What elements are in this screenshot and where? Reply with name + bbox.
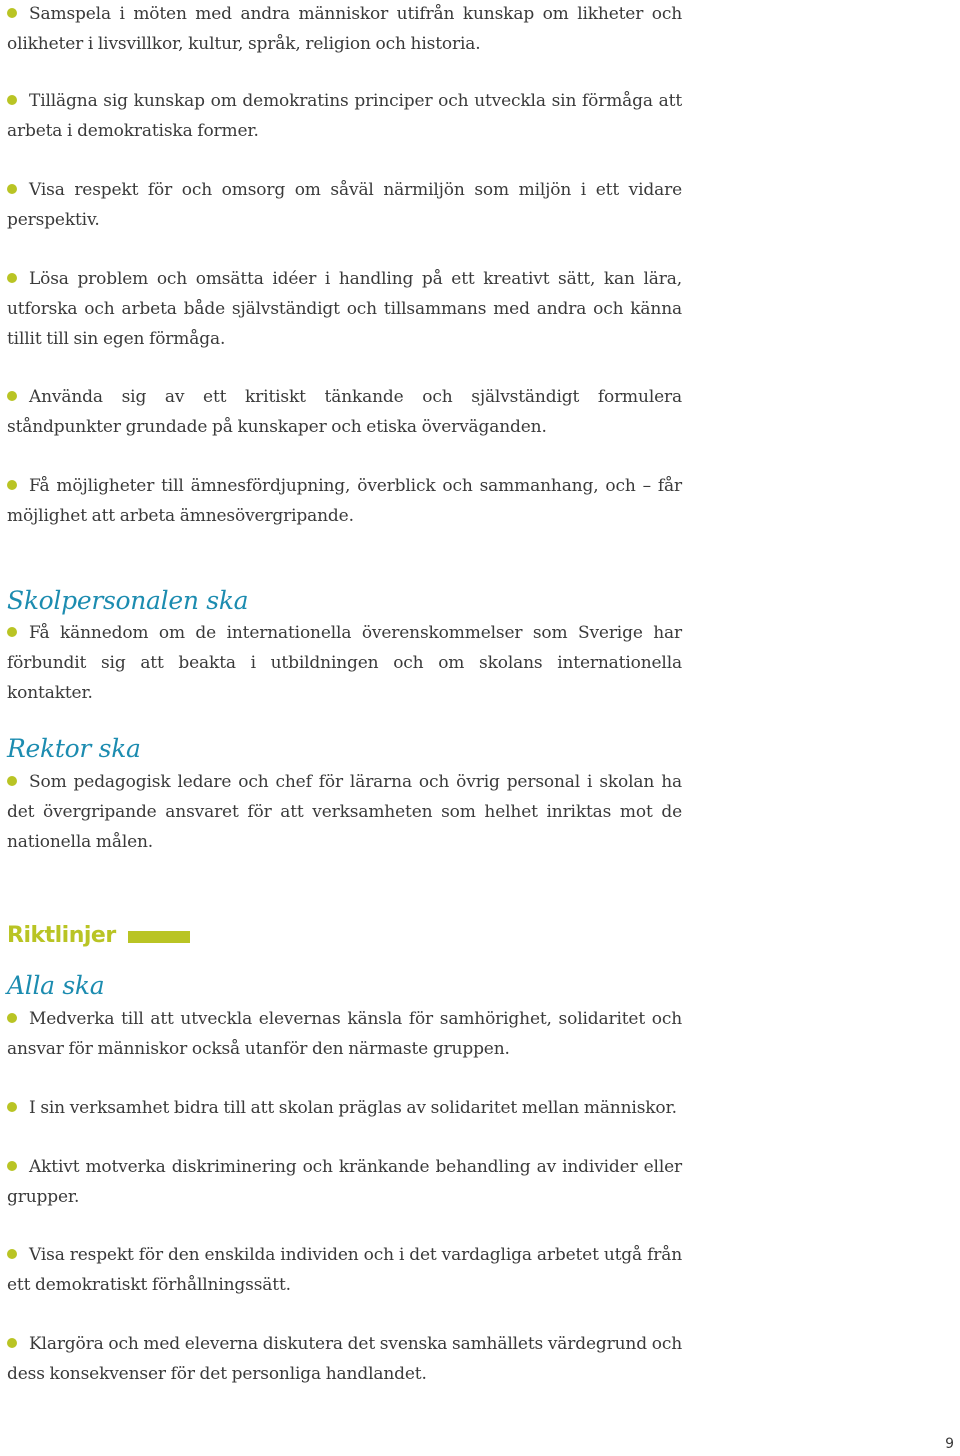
bullet-icon: [7, 1102, 17, 1112]
bullet-icon: [7, 1249, 17, 1259]
bullet-icon: [7, 776, 17, 786]
list-item: I sin verksamhet bidra till att skolan präglas av solidaritet mellan människor.: [7, 1093, 682, 1123]
list-item: Samspela i möten med andra människor utifrån kunskap om likheter och olikheter i livsvillkor, kultur, språk, religion och historia.: [7, 4, 682, 54]
bullet-icon: [7, 1161, 17, 1171]
bullet-icon: [7, 184, 17, 194]
bullet-icon: [7, 1338, 17, 1348]
riktlinjer-title: Riktlinjer: [7, 923, 116, 948]
alla-ska-heading: Alla ska: [7, 971, 105, 1000]
list-item: Som pedagogisk ledare och chef för lärarna och övrig personal i skolan ha det övergripande ansvaret för att verksamheten som helhet inriktas mot de nationella målen.: [7, 772, 682, 852]
list-item: Få kännedom om de internationella överenskommelser som Sverige har förbundit sig att beakta i utbildningen och om skolans internationella kontakter.: [7, 623, 682, 703]
list-item: Tillägna sig kunskap om demokratins principer och utveckla sin förmåga att arbeta i demokratiska former.: [7, 91, 682, 141]
list-item: Använda sig av ett kritiskt tänkande och självständigt formulera ståndpunkter grundade på kunskaper och etiska överväganden.: [7, 387, 682, 437]
bullet-icon: [7, 95, 17, 105]
bullet-icon: [7, 1013, 17, 1023]
skolpersonalen-heading: Skolpersonalen ska: [7, 586, 249, 615]
bullet-icon: [7, 273, 17, 283]
riktlinjer-heading: [7, 923, 190, 948]
section-bar-decoration: [128, 931, 190, 943]
bullet-icon: [7, 480, 17, 490]
page-number: 9: [945, 1436, 954, 1452]
list-item: Lösa problem och omsätta idéer i handling på ett kreativt sätt, kan lära, utforska och arbeta både självständigt och tillsammans med andra och känna tillit till sin egen förmåga.: [7, 269, 682, 349]
list-item: Visa respekt för och omsorg om såväl närmiljön som miljön i ett vidare perspektiv.: [7, 180, 682, 230]
list-item: Visa respekt för den enskilda individen och i det vardagliga arbetet utgå från ett demokratiskt förhållningssätt.: [7, 1245, 682, 1295]
bullet-icon: [7, 391, 17, 401]
bullet-icon: [7, 8, 17, 18]
bullet-icon: [7, 627, 17, 637]
rektor-heading: Rektor ska: [7, 734, 141, 763]
list-item: Medverka till att utveckla elevernas känsla för samhörighet, solidaritet och ansvar för människor också utanför den närmaste gruppen.: [7, 1009, 682, 1059]
list-item: Klargöra och med eleverna diskutera det svenska samhällets värdegrund och dess konsekvenser för det personliga handlandet.: [7, 1334, 682, 1384]
list-item: Få möjligheter till ämnesfördjupning, överblick och sammanhang, och – får möjlighet att arbeta ämnesövergripande.: [7, 476, 682, 526]
list-item: Aktivt motverka diskriminering och kränkande behandling av individer eller grupper.: [7, 1157, 682, 1207]
